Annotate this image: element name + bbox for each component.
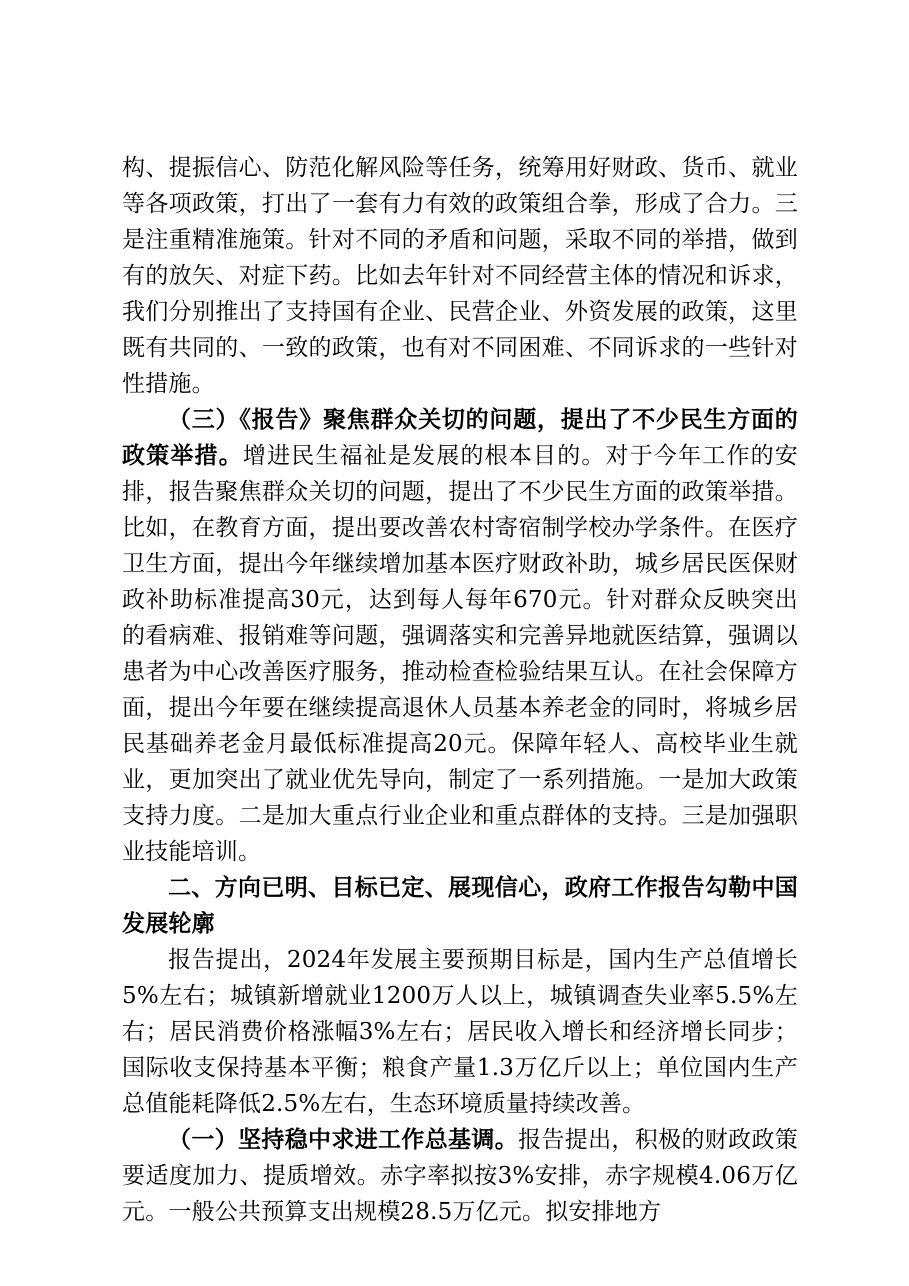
- paragraph-policy-coordination: 构、提振信心、防范化解风险等任务，统筹用好财政、货币、就业等各项政策，打出了一套有力有效的政策组合拳，形成了合力。三是注重精准施策。针对不同的矛盾和问题，采取不同的举措，做到有的放矢、对症下药。比如去年针对不同经营主体的情况和诉求，我们分别推出了支持国有企业、民营企业、外资发展的政策，这里既有共同的、一致的政策，也有对不同困难、不同诉求的一些针对性措施。: [122, 155, 798, 397]
- paragraph-steady-progress: [122, 1122, 798, 1230]
- subheading-steady-progress: （一）坚持稳中求进工作总基调。: [168, 1127, 519, 1153]
- paragraph-steady-progress-body: 报告提出，积极的财政政策要适度加力、提质增效。赤字率拟按3%安排，赤字规模4.06万亿元。一般公共预算支出规模28.5万亿元。拟安排地方: [122, 1127, 798, 1225]
- document-page: [122, 150, 798, 1230]
- section-heading-development-outline: 二、方向已明、目标已定、展现信心，政府工作报告勾勒中国发展轮廓: [122, 875, 798, 937]
- paragraph-2024-targets: 报告提出，2024年发展主要预期目标是，国内生产总值增长5%左右；城镇新增就业1200万人以上，城镇调查失业率5.5%左右；居民消费价格涨幅3%左右；居民收入增长和经济增长同步；国际收支保持基本平衡；粮食产量1.3万亿斤以上；单位国内生产总值能耗降低2.5%左右，生态环境质量持续改善。: [122, 947, 798, 1117]
- paragraph-livelihood-body: 增进民生福祉是发展的根本目的。对于今年工作的安排，报告聚焦群众关切的问题，提出了不少民生方面的政策举措。比如，在教育方面，提出要改善农村寄宿制学校办学条件。在医疗卫生方面，提出今年继续增加基本医疗财政补助，城乡居民医保财政补助标准提高30元，达到每人每年670元。针对群众反映突出的看病难、报销难等问题，强调落实和完善异地就医结算，强调以患者为中心改善医疗服务，推动检查检验结果互认。在社会保障方面，提出今年要在继续提高退休人员基本养老金的同时，将城乡居民基础养老金月最低标准提高20元。保障年轻人、高校毕业生就业，更加突出了就业优先导向，制定了一系列措施。一是加大政策支持力度。二是加大重点行业企业和重点群体的支持。三是加强职业技能培训。: [122, 443, 798, 865]
- paragraph-livelihood-measures: [122, 402, 798, 870]
- subheading-livelihood: （三）《报告》聚焦群众关切的问题，提出了不少民生方面的政策举措。: [122, 407, 798, 469]
